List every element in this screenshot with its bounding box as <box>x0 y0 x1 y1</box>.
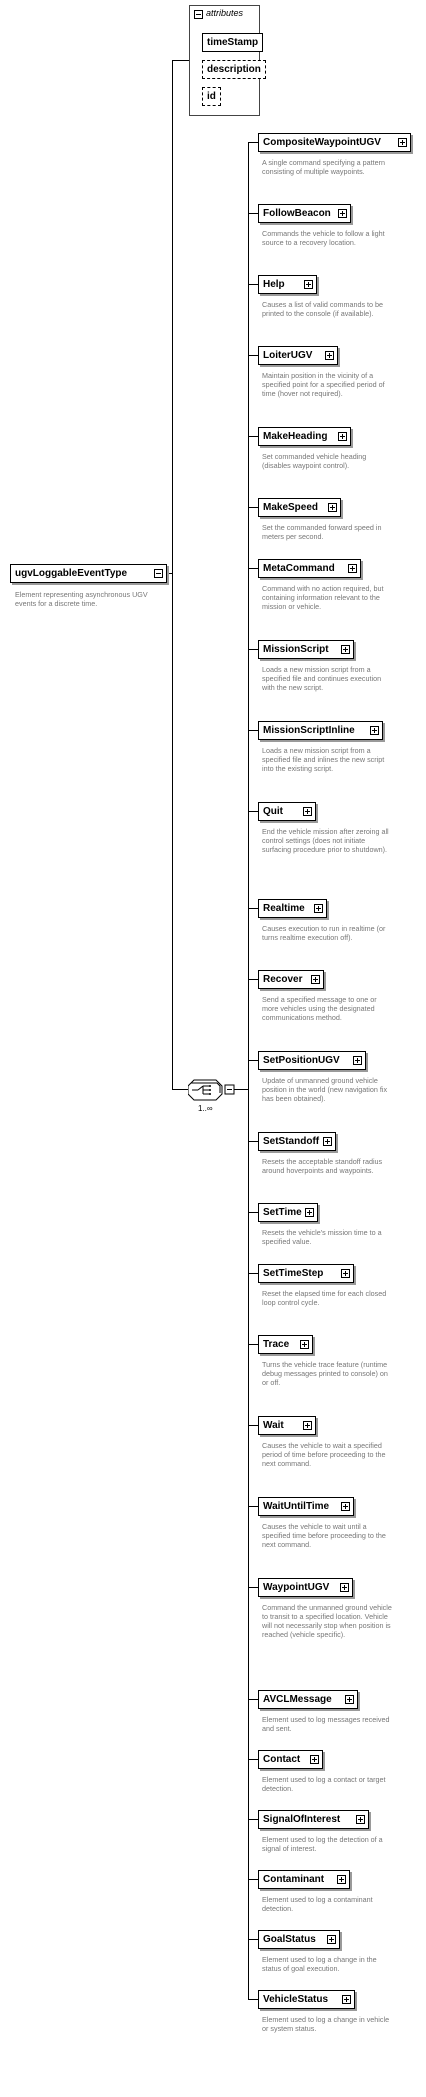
element-label: MakeHeading <box>263 431 328 442</box>
element-label: SignalOfInterest <box>263 1814 341 1825</box>
element-make-speed[interactable] <box>258 498 341 517</box>
element-doc: Turns the vehicle trace feature (runtime debug messages printed to console) on or off. <box>262 1360 388 1387</box>
branch-connector <box>248 1506 258 1507</box>
root-element-label: ugvLoggableEventType <box>15 568 128 579</box>
element-doc: Maintain position in the vicinity of a specified point for a specified period of time (hover not required). <box>262 371 385 398</box>
expand-icon[interactable] <box>303 807 312 816</box>
branch-connector <box>248 730 258 731</box>
element-quit[interactable] <box>258 802 316 821</box>
expand-icon[interactable] <box>338 432 347 441</box>
expand-icon[interactable] <box>341 1502 350 1511</box>
element-label: WaitUntilTime <box>263 1501 330 1512</box>
attributes-title: attributes <box>206 8 244 18</box>
branch-connector <box>248 1699 258 1700</box>
expand-icon[interactable] <box>337 1875 346 1884</box>
element-composite-waypoint-ugv[interactable] <box>258 133 411 152</box>
element-doc: Causes execution to run in realtime (or turns realtime execution off). <box>262 924 386 942</box>
expand-icon[interactable] <box>325 351 334 360</box>
attribute-timestamp[interactable]: timeStamp <box>202 33 263 52</box>
expand-icon[interactable] <box>338 209 347 218</box>
element-set-standoff[interactable] <box>258 1132 336 1151</box>
expand-icon[interactable] <box>341 645 350 654</box>
expand-icon[interactable] <box>304 280 313 289</box>
choice-compositor-icon[interactable] <box>188 1079 236 1101</box>
element-loiter-ugv[interactable] <box>258 346 338 365</box>
branch-connector <box>248 1819 258 1820</box>
element-meta-command[interactable] <box>258 559 361 578</box>
element-label: SetTimeStep <box>263 1268 324 1279</box>
expand-icon[interactable] <box>305 1208 314 1217</box>
branch-connector <box>248 979 258 980</box>
expand-icon[interactable] <box>370 726 379 735</box>
element-label: Trace <box>263 1339 290 1350</box>
element-label: Recover <box>263 974 303 985</box>
element-label: Contact <box>263 1754 301 1765</box>
attrs-connector <box>172 60 189 61</box>
branch-connector <box>248 1999 258 2000</box>
element-doc: Loads a new mission script from a specified file and continues execution with the new script. <box>262 665 382 692</box>
branch-connector <box>248 1344 258 1345</box>
element-label: LoiterUGV <box>263 350 313 361</box>
branch-connector <box>248 1141 258 1142</box>
element-set-time-step[interactable] <box>258 1264 354 1283</box>
branch-connector <box>248 142 258 143</box>
root-element-doc: Element representing asynchronous UGV events for a discrete time. <box>15 590 148 608</box>
expand-icon[interactable] <box>342 1995 351 2004</box>
element-doc: Element used to log the detection of a signal of interest. <box>262 1835 383 1853</box>
choice-multiplicity: 1..∞ <box>198 1104 213 1113</box>
element-doc: Command with no action required, but containing information relevant to the mission or vehicle. <box>262 584 384 611</box>
element-doc: Element used to log messages received and sent. <box>262 1715 390 1733</box>
element-contaminant[interactable] <box>258 1870 350 1889</box>
element-doc: Element used to log a change in vehicle or system status. <box>262 2015 390 2033</box>
expand-icon[interactable] <box>314 904 323 913</box>
element-label: WaypointUGV <box>263 1582 330 1593</box>
collapse-icon[interactable] <box>194 10 203 19</box>
element-doc: Element used to log a contaminant detection. <box>262 1895 373 1913</box>
element-contact[interactable] <box>258 1750 323 1769</box>
element-label: Realtime <box>263 903 305 914</box>
branch-connector <box>248 649 258 650</box>
branch-connector <box>248 436 258 437</box>
expand-icon[interactable] <box>328 503 337 512</box>
expand-icon[interactable] <box>323 1137 332 1146</box>
element-set-time[interactable] <box>258 1203 318 1222</box>
element-doc: Element used to log a contact or target detection. <box>262 1775 386 1793</box>
choice-branch-trunk <box>248 142 249 2000</box>
branch-connector <box>248 1425 258 1426</box>
expand-icon[interactable] <box>310 1755 319 1764</box>
expand-icon[interactable] <box>356 1815 365 1824</box>
element-doc: Loads a new mission script from a specified file and inlines the new script into the existing script. <box>262 746 385 773</box>
branch-connector <box>248 355 258 356</box>
expand-icon[interactable] <box>341 1269 350 1278</box>
element-mission-script[interactable] <box>258 640 354 659</box>
branch-connector <box>248 507 258 508</box>
expand-icon[interactable] <box>398 138 407 147</box>
element-label: FollowBeacon <box>263 208 331 219</box>
expand-icon[interactable] <box>311 975 320 984</box>
element-doc: Reset the elapsed time for each closed loop control cycle. <box>262 1289 387 1307</box>
element-vehicle-status[interactable] <box>258 1990 355 2009</box>
element-signal-of-interest[interactable] <box>258 1810 369 1829</box>
element-follow-beacon[interactable] <box>258 204 351 223</box>
element-label: VehicleStatus <box>263 1994 329 2005</box>
expand-icon[interactable] <box>353 1056 362 1065</box>
element-label: MissionScript <box>263 644 329 655</box>
element-label: Quit <box>263 806 283 817</box>
element-doc: Element used to log a change in the status of goal execution. <box>262 1955 377 1973</box>
element-doc: Command the unmanned ground vehicle to transit to a specified location. Vehicle will not necessarily stop when position is reached (vehicle specific). <box>262 1603 392 1639</box>
element-label: GoalStatus <box>263 1934 316 1945</box>
branch-connector <box>248 811 258 812</box>
element-label: MissionScriptInline <box>263 725 355 736</box>
element-help[interactable] <box>258 275 317 294</box>
element-label: SetStandoff <box>263 1136 320 1147</box>
attribute-description[interactable]: description <box>202 60 266 79</box>
branch-connector <box>248 1060 258 1061</box>
element-label: SetPositionUGV <box>263 1055 340 1066</box>
choice-out-connector <box>234 1089 248 1090</box>
element-doc: Causes the vehicle to wait until a specified time before proceeding to the next command. <box>262 1522 386 1549</box>
element-label: Wait <box>263 1420 284 1431</box>
element-doc: Resets the vehicle's mission time to a specified value. <box>262 1228 382 1246</box>
element-set-position-ugv[interactable] <box>258 1051 366 1070</box>
element-waypoint-ugv[interactable] <box>258 1578 353 1597</box>
branch-connector <box>248 1759 258 1760</box>
element-doc: End the vehicle mission after zeroing all control settings (does not initiate surfacing procedure prior to shutdown). <box>262 827 389 854</box>
element-make-heading[interactable] <box>258 427 351 446</box>
collapse-icon[interactable] <box>154 569 163 578</box>
branch-connector <box>248 568 258 569</box>
branch-connector <box>248 1587 258 1588</box>
expand-icon[interactable] <box>300 1340 309 1349</box>
branch-connector <box>248 908 258 909</box>
attributes-group <box>189 5 260 116</box>
element-doc: Causes a list of valid commands to be printed to the console (if available). <box>262 300 384 318</box>
element-wait-until-time[interactable] <box>258 1497 354 1516</box>
element-label: MakeSpeed <box>263 502 319 513</box>
element-doc: Set the commanded forward speed in meters per second. <box>262 523 382 541</box>
expand-icon[interactable] <box>348 564 357 573</box>
element-mission-script-inline[interactable] <box>258 721 383 740</box>
branch-connector <box>248 1939 258 1940</box>
branch-connector <box>248 284 258 285</box>
element-doc: Update of unmanned ground vehicle position in the world (new navigation fix has been obtained). <box>262 1076 388 1103</box>
element-label: MetaCommand <box>263 563 335 574</box>
element-realtime[interactable] <box>258 899 327 918</box>
root-element[interactable] <box>10 564 167 583</box>
branch-connector <box>248 1879 258 1880</box>
element-label: Contaminant <box>263 1874 325 1885</box>
element-avclmessage[interactable] <box>258 1690 358 1709</box>
element-doc: Causes the vehicle to wait a specified period of time before proceeding to the next command. <box>262 1441 386 1468</box>
root-trunk <box>172 60 173 1089</box>
element-trace[interactable] <box>258 1335 313 1354</box>
branch-connector <box>248 1212 258 1213</box>
element-doc: Commands the vehicle to follow a light source to a recovery location. <box>262 229 385 247</box>
expand-icon[interactable] <box>327 1935 336 1944</box>
branch-connector <box>248 213 258 214</box>
expand-icon[interactable] <box>303 1421 312 1430</box>
expand-icon[interactable] <box>340 1583 349 1592</box>
element-doc: A single command specifying a pattern consisting of multiple waypoints. <box>262 158 386 176</box>
element-wait[interactable] <box>258 1416 316 1435</box>
attribute-id[interactable]: id <box>202 87 221 106</box>
element-label: CompositeWaypointUGV <box>263 137 381 148</box>
element-label: SetTime <box>263 1207 302 1218</box>
element-goal-status[interactable] <box>258 1930 340 1949</box>
element-recover[interactable] <box>258 970 324 989</box>
element-doc: Set commanded vehicle heading (disables waypoint control). <box>262 452 367 470</box>
element-label: AVCLMessage <box>263 1694 332 1705</box>
choice-connector <box>172 1089 188 1090</box>
expand-icon[interactable] <box>345 1695 354 1704</box>
element-doc: Resets the acceptable standoff radius around hoverpoints and waypoints. <box>262 1157 383 1175</box>
element-label: Help <box>263 279 285 290</box>
branch-connector <box>248 1273 258 1274</box>
element-doc: Send a specified message to one or more vehicles using the designated communications method. <box>262 995 377 1022</box>
